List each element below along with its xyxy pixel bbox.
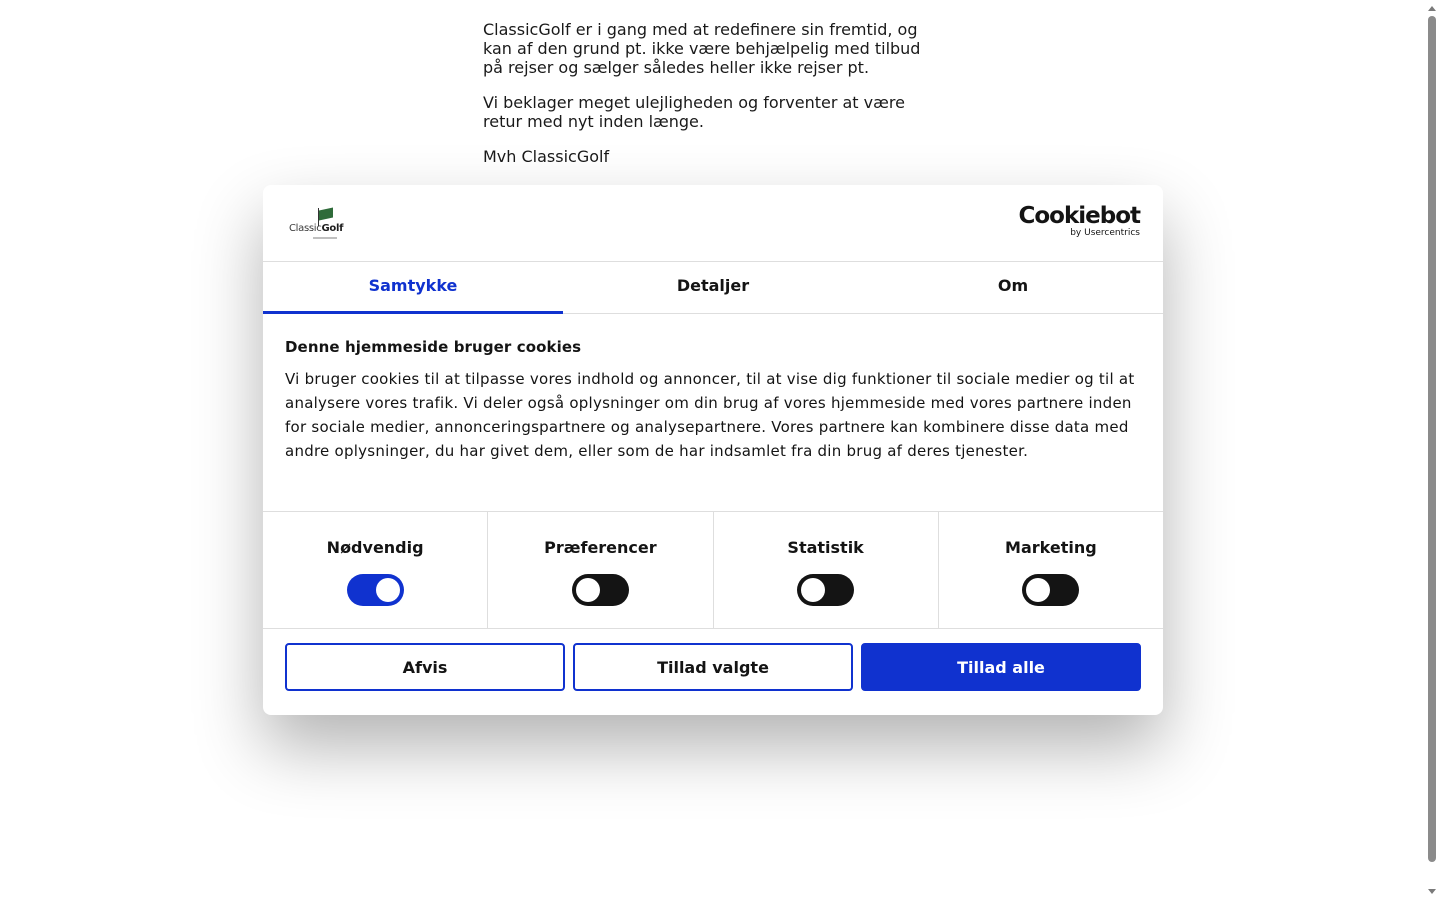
category-marketing [939, 512, 1163, 628]
tab-om[interactable]: Om [997, 276, 1029, 295]
tab-detaljer[interactable]: Detaljer [676, 276, 750, 295]
wordmark-part-classic: Classic [289, 223, 322, 234]
notice-text [483, 20, 928, 182]
scroll-up-arrow-icon[interactable] [1428, 6, 1436, 11]
notice-signature: Mvh ClassicGolf [483, 147, 610, 166]
toggle-preferences[interactable] [572, 574, 629, 606]
wordmark-part-golf: Golf [321, 223, 344, 234]
consent-body [285, 337, 1145, 463]
notice-paragraph-1: ClassicGolf er i gang med at redefinere sin fremtid, og kan af den grund pt. ikke være behjælpelig med tilbud på rejser og sælger således heller ikke rejser pt. [483, 20, 921, 77]
toggle-knob [1026, 578, 1050, 602]
cookie-categories [263, 511, 1163, 629]
cookiebot-sub: by Usercentrics [1070, 228, 1140, 238]
category-label-statistics: Statistik [787, 538, 864, 557]
toggle-marketing[interactable] [1022, 574, 1079, 606]
classicgolf-logo [287, 207, 343, 241]
consent-buttons [285, 643, 1141, 693]
scroll-thumb[interactable] [1428, 16, 1436, 862]
tab-samtykke[interactable]: Samtykke [263, 262, 563, 313]
classicgolf-wordmark [289, 223, 343, 234]
category-statistics [714, 512, 939, 628]
category-label-necessary: Nødvendig [326, 538, 424, 557]
consent-description: Vi bruger cookies til at tilpasse vores indhold og annoncer, til at vise dig funktioner til sociale medier og til at analysere vores trafik. Vi deler også oplysninger om din brug af vores hjemmeside med vores partnere inden for sociale medier, annonceringspartnere og analysepartnere. Vores partnere kan kombinere disse data med andre oplysninger, du har givet dem, eller som de har indsamlet fra din brug af deres tjenester. [285, 370, 1135, 460]
allow-all-button[interactable]: Tillad alle [861, 643, 1141, 691]
page-scrollbar[interactable] [1424, 0, 1440, 900]
category-necessary [263, 512, 488, 628]
cookiebot-logo[interactable] [1018, 205, 1140, 238]
toggle-necessary[interactable] [347, 574, 404, 606]
toggle-knob [576, 578, 600, 602]
category-label-preferences: Præferencer [544, 538, 657, 557]
golf-flag-icon [319, 208, 333, 221]
reject-button[interactable]: Afvis [285, 643, 565, 691]
toggle-knob [376, 578, 400, 602]
allow-selected-button[interactable]: Tillad valgte [573, 643, 853, 691]
toggle-knob [801, 578, 825, 602]
cookiebot-name: Cookiebot [1018, 203, 1140, 229]
consent-title: Denne hjemmeside bruger cookies [285, 338, 582, 356]
cookie-consent-dialog [263, 185, 1163, 715]
logo-tagline-line [313, 237, 337, 239]
dialog-header [263, 185, 1163, 262]
category-label-marketing: Marketing [1005, 538, 1097, 557]
category-preferences [488, 512, 713, 628]
toggle-statistics[interactable] [797, 574, 854, 606]
scroll-down-arrow-icon[interactable] [1428, 889, 1436, 894]
notice-paragraph-2: Vi beklager meget ulejligheden og forventer at være retur med nyt inden længe. [483, 93, 905, 131]
dialog-tabs [263, 262, 1163, 314]
